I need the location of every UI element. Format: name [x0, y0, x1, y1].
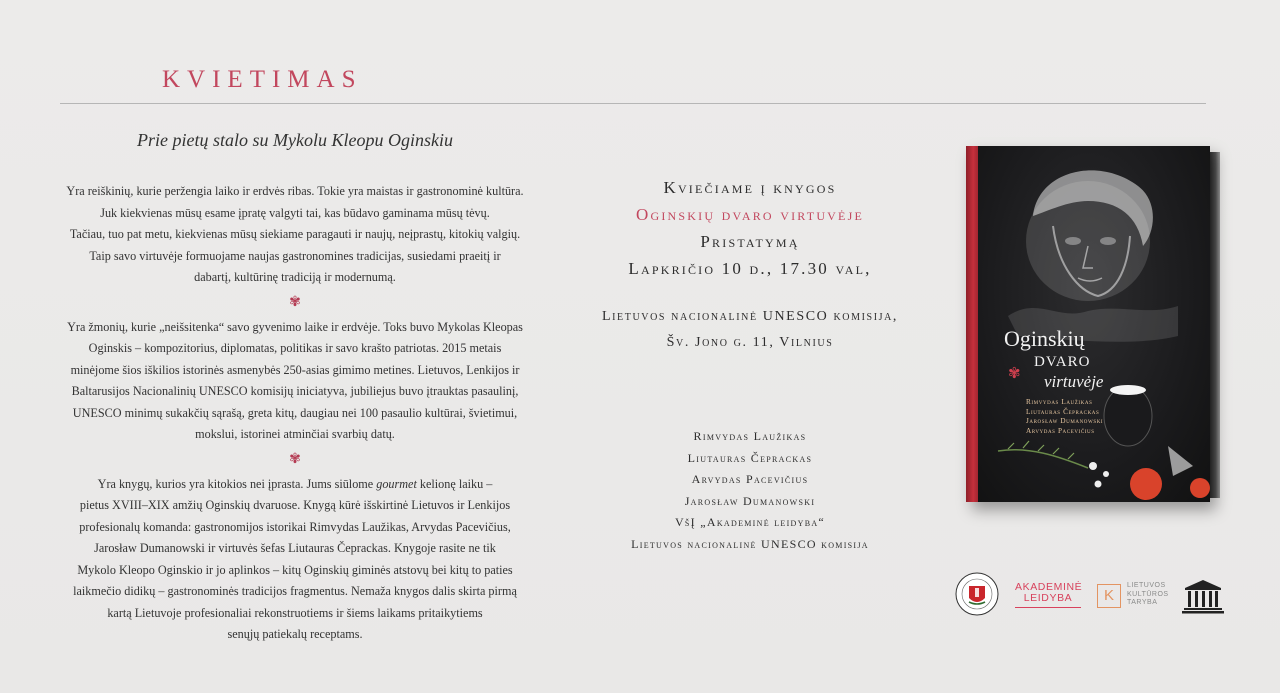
- text-line: [40, 474, 550, 496]
- lithuanian-culture-council-logo: [1097, 582, 1177, 612]
- text-line: profesionalų komanda: gastronomijos istorikai Rimvydas Laužikas, Arvydas Pacevičius,: [79, 519, 511, 534]
- text-line: minėjome šios iškilios istorinės asmenybės 250-asias gimimo metines. Lietuvos, Lenkijos ir: [70, 362, 520, 377]
- text-line: dabartį, kultūrinę tradiciją ir modernumą.: [194, 270, 396, 284]
- floral-ornament-icon: ✾: [289, 450, 301, 467]
- venue-line: Lietuvos nacionalinė UNESCO komisija,: [601, 309, 899, 324]
- credits-list: [540, 426, 960, 555]
- partner-logos: [955, 570, 1235, 630]
- intro-subtitle: Prie pietų stalo su Mykolu Kleopu Oginskiu: [137, 130, 453, 150]
- k-letter-icon: K: [1097, 584, 1121, 608]
- credit-item: Arvydas Pacevičius: [691, 472, 809, 486]
- credit-item: Rimvydas Laužikas: [693, 429, 807, 443]
- logo-text: TARYBA: [1127, 599, 1158, 606]
- text-line: Mykolo Kleopo Oginskio ir jo aplinkos – kitų Oginskių giminės atstovų bei kitų to paties: [77, 562, 513, 577]
- logo-text: AKADEMINĖ: [1015, 581, 1083, 593]
- header-divider: [60, 103, 1206, 104]
- text-line: UNESCO minimų sukakčių sąrašą, greta kitų, daugiau nei 100 pasaulio kultūrai, švietimui,: [72, 405, 518, 420]
- book-cover-authors: [1026, 398, 1103, 436]
- akademine-leidyba-logo: [1015, 582, 1081, 608]
- text-line: Baltarusijos Nacionalinių UNESCO komisijų iniciatyva, jubiliejus buvo įtrauktas pasaulinį,: [71, 384, 519, 398]
- logo-text: KULTŪROS: [1127, 590, 1169, 598]
- text-line: pietus XVIII–XIX amžių Oginskių dvaruose. Knygą kūrė išskirtinė Lietuvos ir Lenkijos: [79, 498, 511, 512]
- text-line: Yra žmonių, kurie „neišsitenka“ savo gyvenimo laike ir erdvėje. Toks buvo Mykolas Kleopas: [67, 319, 523, 334]
- venue-line: Šv. Jono g. 11, Vilnius: [666, 335, 834, 350]
- floral-ornament-icon: ✾: [1008, 364, 1021, 382]
- credit-item: VšĮ „Akademinė leidyba“: [674, 515, 826, 529]
- event-venue: [540, 304, 960, 356]
- text-line: Yra reiškinių, kurie peržengia laiko ir erdvės ribas. Tokie yra maistas ir gastronominė kultūra.: [66, 184, 524, 198]
- book-page-edges: [1209, 152, 1220, 498]
- logo-text: LIETUVOS: [1127, 582, 1166, 589]
- text-line: Oginskis – kompozitorius, diplomatas, politikas ir savo krašto patriotas. 2015 metais: [88, 341, 502, 355]
- book-title-highlight: Oginskių dvaro virtuvėje: [636, 205, 864, 224]
- intro-paragraph-3: [40, 474, 550, 646]
- text-line: Tačiau, tuo pat metu, kiekvienas mūsų siekiame paragauti ir naujų, neįprastų, kitokių valgių.: [69, 227, 521, 241]
- book-author: Jarosław Dumanowski: [1026, 417, 1104, 425]
- gourmet-italic: gourmet: [376, 476, 417, 491]
- book-cover-image: [966, 146, 1220, 506]
- invitation-column: [540, 174, 960, 555]
- logo-underline: [1015, 607, 1081, 608]
- page-header-title: KVIETIMAS: [162, 66, 363, 93]
- book-cover-title-virtuveje: virtuvėje: [1044, 372, 1104, 391]
- intro-paragraph-1: [40, 181, 550, 289]
- text-line: Juk kiekvienas mūsų esame įpratę valgyti tai, kas būdavo gaminama mūsų tėvų.: [100, 205, 490, 220]
- book-author: Arvydas Pacevičius: [1026, 426, 1095, 435]
- text-line: laikmečio didikų – gastronominės tradicijos fragmentus. Nemaža knygos dalis skirta pirmą: [73, 584, 517, 598]
- text-line: kartą Lietuvoje profesionaliai rekonstruotiems ir šiems laikams pritaikytiems: [107, 605, 483, 620]
- book-cover-title-dvaro: DVARO: [1034, 354, 1091, 370]
- book-author: Liutauras Čeprackas: [1026, 407, 1100, 416]
- text-line: Taip savo virtuvėje formuojame naujas gastronomines tradicijas, susiedami praeitį ir: [89, 248, 501, 263]
- floral-ornament-icon: ✾: [289, 293, 301, 310]
- intro-column: [40, 120, 550, 646]
- intro-paragraph-2: [40, 317, 550, 446]
- book-cover-title: Oginskių: [1004, 326, 1085, 351]
- text-span: kelionę laiku –: [416, 476, 493, 491]
- text-line: mokslui, istorinei atminčiai svarbių datų.: [195, 427, 395, 441]
- credit-item: Liutauras Čeprackas: [687, 450, 813, 465]
- unesco-temple-icon: [1181, 578, 1225, 616]
- vilnius-university-seal-icon: [955, 572, 999, 616]
- book-cover: [966, 146, 1210, 502]
- book-author: Rimvydas Laužikas: [1026, 398, 1093, 406]
- text-span: Yra knygų, kurios yra kitokios nei įprasta. Jums siūlome: [97, 476, 377, 491]
- invitation-intro: Kviečiame į knygos: [663, 178, 837, 197]
- event-date: Lapkričio 10 d., 17.30 val,: [628, 259, 872, 278]
- credit-item: Jarosław Dumanowski: [684, 493, 816, 508]
- portrait-illustration-icon: [978, 146, 1210, 502]
- invitation-presentation: Pristatymą: [700, 232, 800, 251]
- text-line: Jarosław Dumanowski ir virtuvės šefas Liutauras Čeprackas. Knygoje rasite ne tik: [94, 541, 496, 555]
- text-line: senųjų patiekalų receptams.: [227, 627, 363, 641]
- logo-text-block: [1127, 582, 1169, 608]
- book-spine: [966, 146, 978, 502]
- logo-text: LEIDYBA: [1023, 592, 1073, 604]
- credit-item: Lietuvos nacionalinė UNESCO komisija: [631, 536, 869, 551]
